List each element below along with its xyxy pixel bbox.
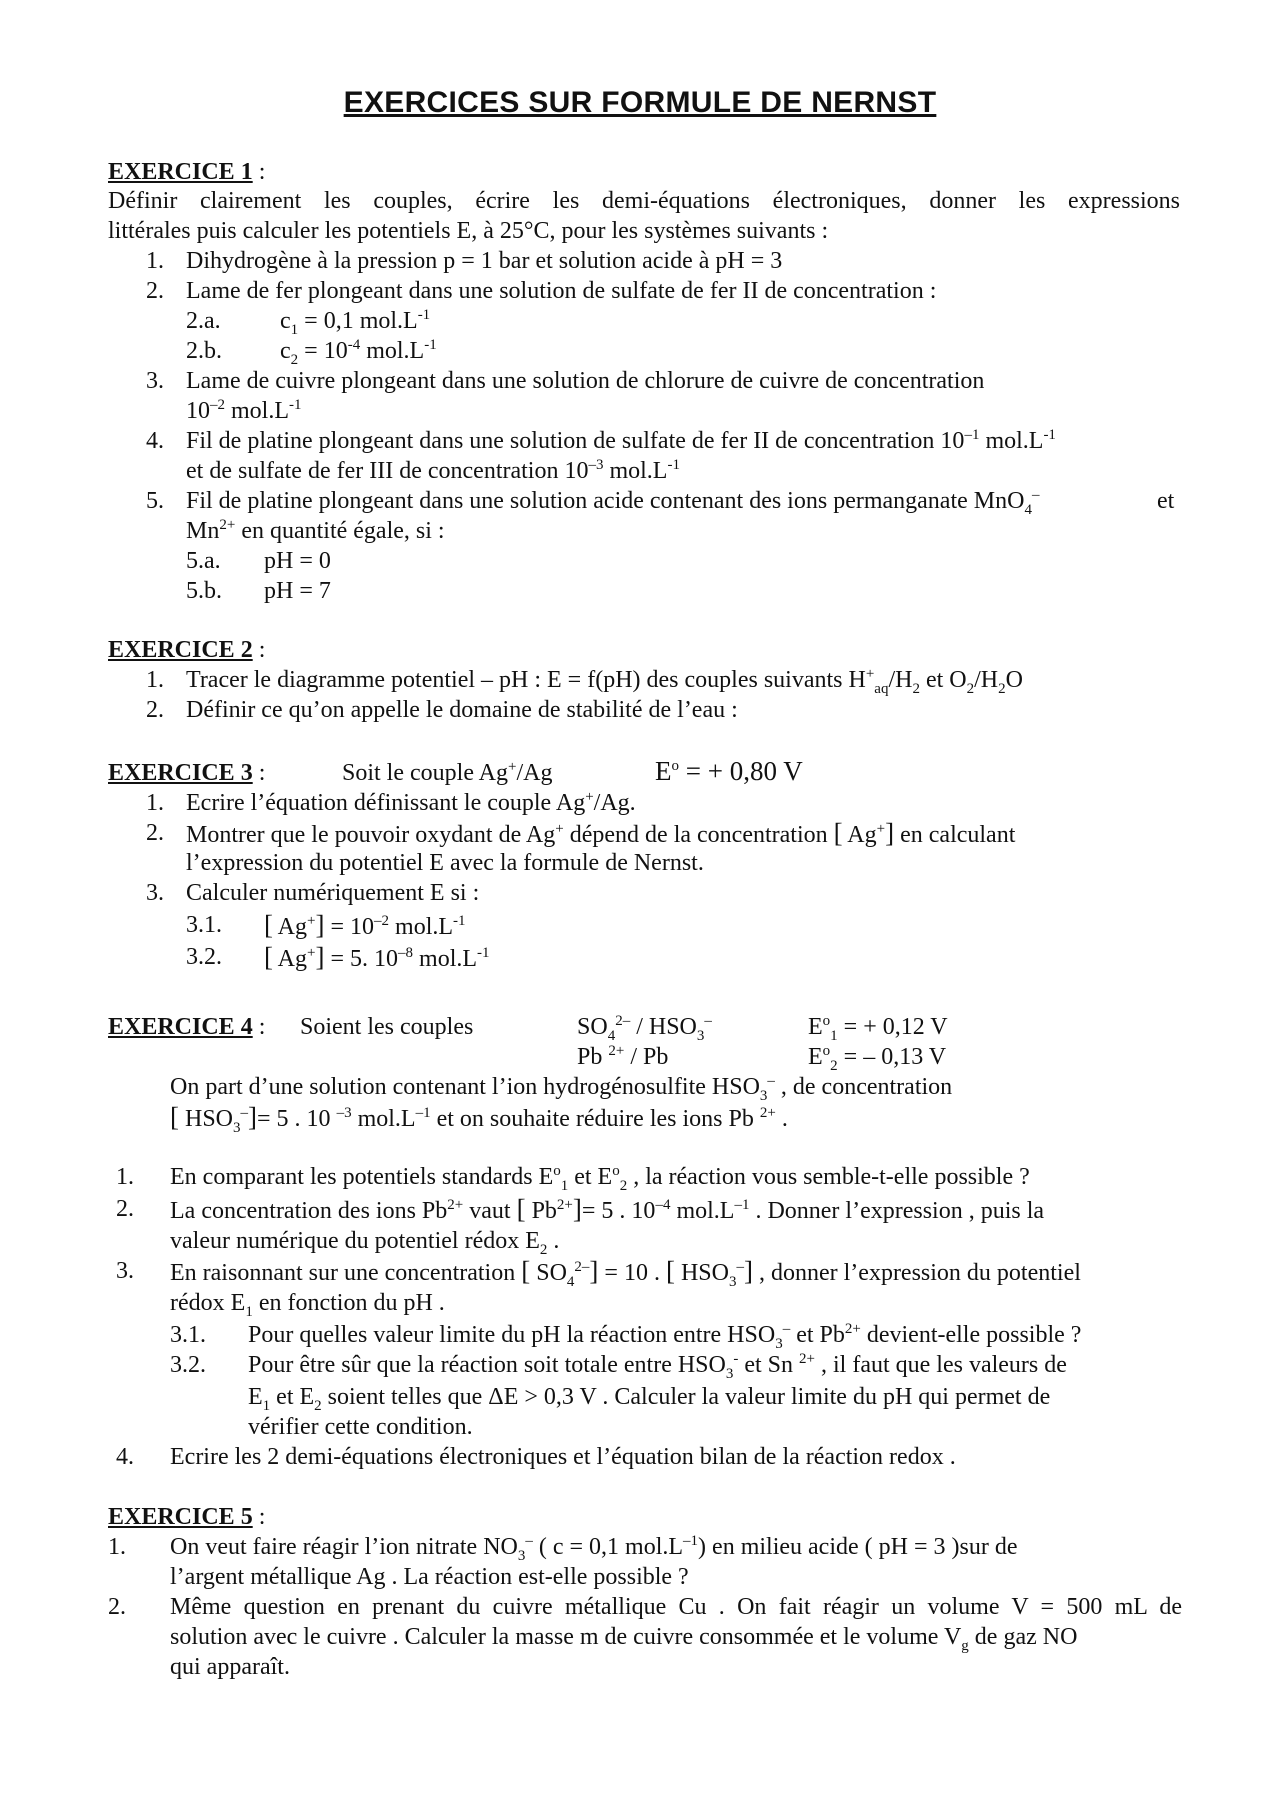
ex5-heading: EXERCICE 5 [108,1504,253,1530]
ex4-q32-line1: Pour être sûr que la réaction soit totale entre $HSO_3^-$ et Sn $^{2+}$ , il faut que les valeurs de [248,1351,1067,1382]
ex4-q32-line3: vérifier cette condition. [248,1414,473,1440]
ex4-q4-text: Ecrire les 2 demi-équations électroniques et l’équation bilan de la réaction redox . [170,1444,956,1470]
ex1-intro-line1: Définir clairement les couples, écrire les demi-équations électroniques, donner les expressions [108,188,1180,214]
ex5-q1-number: 1. [108,1534,126,1560]
ex1-sub2a-text: $c_1 = 0,1$ $mol.L^{-1}$ [280,307,431,338]
ex4-q4-number: 4. [116,1444,134,1470]
ex1-heading-line [108,157,265,187]
ex5-q2-line1: Même question en prenant du cuivre métallique Cu . On fait réagir un volume V = 500 mL de [170,1594,1182,1620]
ex4-q31-text: Pour quelles valeur limite du pH la réaction entre $HSO_3^-$ et $Pb^{2+}$ devient-elle possible ? [248,1321,1082,1352]
ex4-q2-line1: La concentration des ions $Pb^{2+}$ vaut [ $Pb^{2+}]= 5$ . $10^{-4}$ $mol.L^{-1}$ . Donner l’expression , puis la [170,1194,1045,1224]
ex4-q31-number: 3.1. [170,1322,206,1348]
ex2-item1-text: Tracer le diagramme potentiel – pH : E = f(pH) des couples suivants $H^+_{aq}/H_2$ et $O_2/H_2O$ [186,666,1023,697]
ex5-q1-line1: On veut faire réagir l’ion nitrate $NO_3^-$ ( c = 0,1 $mol.L^{-1}$) en milieu acide ( pH = 3 )sur de [170,1533,1018,1564]
ex1-item5-cont: $Mn^{2+}$ en quantité égale, si : [186,517,445,544]
ex5-q2-line2: solution avec le cuivre . Calculer la masse m de cuivre consommée et le volume $V_g$ de gaz NO [170,1624,1078,1654]
ex2-heading: EXERCICE 2 [108,637,253,663]
ex3-standard-potential: $E^o$ = + 0,80 V [655,756,803,786]
ex1-sub2b-text: $c_2 = 10^{-4}$ $mol.L^{-1}$ [280,337,437,368]
ex1-sub5b-text: pH = 7 [264,578,331,604]
ex1-item3-text: Lame de cuivre plongeant dans une solution de chlorure de cuivre de concentration [186,368,985,394]
ex2-item1-number: 1. [146,667,164,693]
ex4-q3-line1: En raisonnant sur une concentration [ $SO_4^{2-}] = 10$ . [ $HSO_3^-$] , donner l’expression du potentiel [170,1256,1081,1290]
ex3-sub32-text: [ Ag+] = 5. $10^{-8}$ $mol.L^{-1}$ [264,942,490,972]
ex4-q2-line2: valeur numérique du potentiel rédox $E_2$ . [170,1228,560,1258]
ex1-sub5a-text: pH = 0 [264,548,331,574]
ex3-heading-line: EXERCICE 3 : [108,760,266,786]
ex4-couple2: Pb $^{2+}$ / Pb [577,1043,669,1070]
ex4-intro: Soient les couples [300,1014,474,1040]
ex2-item2-number: 2. [146,697,164,723]
ex5-q2-line3: qui apparaît. [170,1654,290,1680]
ex1-item2-number: 2. [146,278,164,304]
ex1-sub5a-number: 5.a. [186,548,221,574]
ex3-item2-number: 2. [146,820,164,846]
ex3-item2-line1: Montrer que le pouvoir oxydant de Ag+ dépend de la concentration [ Ag+] en calculant [186,818,1016,848]
ex4-e2: $E^o_2$ = – 0,13 V [808,1043,947,1074]
ex2-heading-line: EXERCICE 2 : [108,637,266,663]
ex1-sub5b-number: 5.b. [186,578,222,604]
ex1-item5-number: 5. [146,488,164,514]
ex1-item3-cont: $10^{-2}$ $mol.L^{-1}$ [186,397,302,424]
ex4-q32-line2: $E_1$ et $E_2$ soient telles que ΔE > 0,3 V . Calculer la valeur limite du pH qui permet de [248,1384,1051,1414]
ex4-q2-number: 2. [116,1196,134,1222]
page-title: EXERCICES SUR FORMULE DE NERNST [343,86,937,119]
ex3-heading: EXERCICE 3 [108,760,253,786]
ex3-item1-text: Ecrire l’équation définissant le couple Ag+/Ag. [186,789,636,816]
ex1-colon: : [252,159,266,185]
ex1-heading: EXERCICE 1 [108,159,253,185]
ex4-q32-number: 3.2. [170,1352,206,1378]
ex1-item4-number: 4. [146,428,164,454]
ex4-couple1: $SO_4^{2-} / HSO_3^-$ [577,1013,712,1044]
ex4-para-line1: On part d’une solution contenant l’ion hydrogénosulfite $HSO_3^-$ , de concentration [170,1073,953,1104]
ex3-sub31-number: 3.1. [186,912,222,938]
ex1-item1-number: 1. [146,248,164,274]
ex1-item5-text: Fil de platine plongeant dans une solution acide contenant des ions permanganate MnO$_4$– [186,487,1040,518]
ex3-item3-text: Calculer numériquement E si : [186,880,480,906]
ex2-item2-text: Définir ce qu’on appelle le domaine de stabilité de l’eau : [186,697,738,723]
ex5-q2-number: 2. [108,1594,126,1620]
ex4-q3-number: 3. [116,1258,134,1284]
ex4-q1-text: En comparant les potentiels standards $E^o_1$ et $E^o_2$ , la réaction vous semble-t-elle possible ? [170,1163,1030,1194]
ex1-intro-line2: littérales puis calculer les potentiels E, à 25°C, pour les systèmes suivants : [108,218,829,244]
ex3-couple: Soit le couple Ag+/Ag [342,759,553,786]
ex4-para-line2: [ $HSO_3^-]= 5$ . 10 $^{-3}$ $mol.L^{-1}$ et on souhaite réduire les ions Pb $^{2+}$ . [170,1102,788,1136]
ex3-item2-line2: l’expression du potentiel E avec la formule de Nernst. [186,850,704,876]
ex3-sub31-text: [ $Ag^+] = 10^{-2}$ $mol.L^{-1}$ [264,910,466,940]
ex3-item3-number: 3. [146,880,164,906]
ex1-item1-text: Dihydrogène à la pression p = 1 bar et solution acide à pH = 3 [186,248,783,274]
ex4-q1-number: 1. [116,1164,134,1190]
ex5-heading-line: EXERCICE 5 : [108,1504,266,1530]
ex1-item4-cont: et de sulfate de fer III de concentration $10^{-3}$ $mol.L^{-1}$ [186,457,680,484]
ex4-e1: $E^o_1$ = + 0,12 V [808,1013,948,1044]
ex4-heading: EXERCICE 4 [108,1014,253,1040]
ex3-sub32-number: 3.2. [186,944,222,970]
ex4-heading-line: EXERCICE 4 : [108,1014,266,1040]
ex1-item2-text: Lame de fer plongeant dans une solution de sulfate de fer II de concentration : [186,278,937,304]
ex4-q3-line2: rédox $E_1$ en fonction du pH . [170,1290,445,1320]
ex1-item5-tail: et [1157,488,1175,514]
ex3-item1-number: 1. [146,790,164,816]
ex1-item4-text: Fil de platine plongeant dans une solution de sulfate de fer II de concentration $10^{-1}$ $mol.L^{-1}$ [186,427,1056,454]
ex1-sub2b-number: 2.b. [186,338,222,364]
ex1-item3-number: 3. [146,368,164,394]
ex5-q1-line2: l’argent métallique Ag . La réaction est-elle possible ? [170,1564,689,1590]
ex1-sub2a-number: 2.a. [186,308,221,334]
